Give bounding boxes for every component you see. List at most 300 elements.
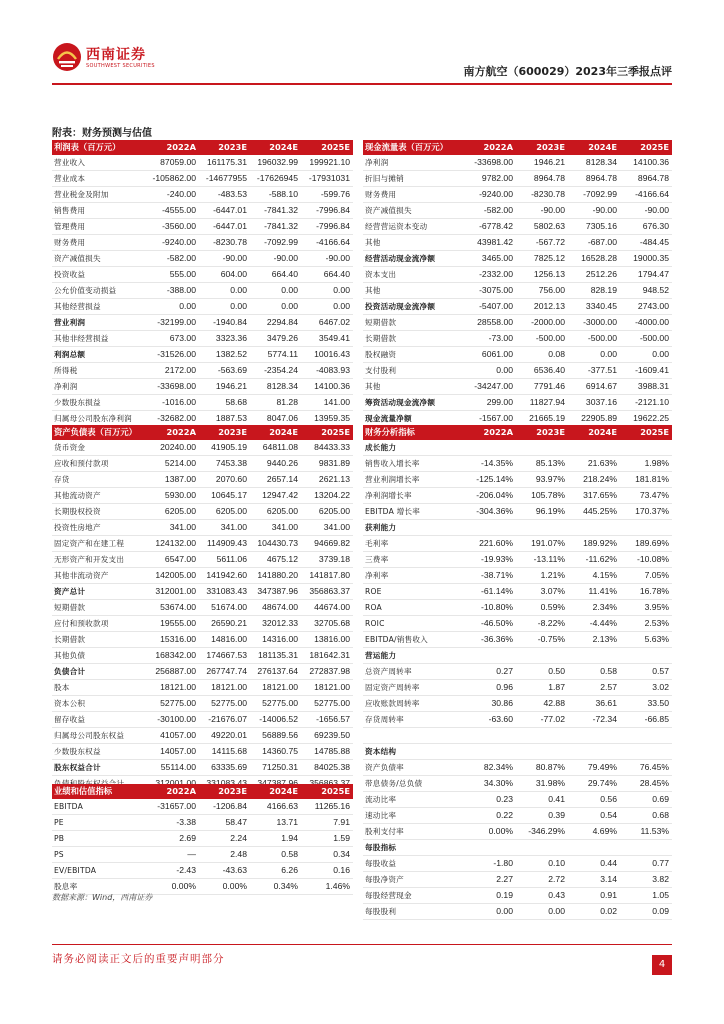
value-cell: 11827.94 [516,395,568,411]
page-number: 4 [652,955,672,975]
table-row [52,696,353,712]
table-header-row [52,140,353,155]
row-label: 销售收入增长率 [363,456,461,472]
value-cell: 14057.00 [144,744,199,760]
table-row [363,712,672,728]
value-cell: -7092.99 [250,235,301,251]
table-title-cell: 财务分析指标 [363,425,461,440]
value-cell: 174667.53 [199,648,250,664]
year-header-cell: 2022A [461,425,516,440]
row-label: 财务费用 [52,235,144,251]
row-label: 成长能力 [363,440,461,456]
value-cell: -32199.00 [144,315,199,331]
row-label: PB [52,831,144,847]
table-header-row [363,425,672,440]
value-cell: 11.41% [568,584,620,600]
value-cell: 34.30% [461,775,516,791]
value-cell: -36.36% [461,632,516,648]
value-cell: 4675.12 [250,552,301,568]
value-cell: -6447.01 [199,219,250,235]
table-row [52,536,353,552]
row-label: 其他流动资产 [52,488,144,504]
value-cell: 114909.43 [199,536,250,552]
value-cell: 5802.63 [516,219,568,235]
value-cell: -3.38 [144,815,199,831]
table-row [52,456,353,472]
value-cell [568,743,620,759]
value-cell: 21.63% [568,456,620,472]
value-cell: -582.00 [461,203,516,219]
row-label: 股权融资 [363,347,461,363]
row-label: 投资活动现金流净额 [363,299,461,315]
value-cell: 76.45% [620,759,672,775]
header-divider [52,83,672,85]
row-label: 归属母公司股东权益 [52,728,144,744]
row-label: 营业税金及附加 [52,187,144,203]
table-header-row [52,784,353,799]
value-cell: -6778.42 [461,219,516,235]
value-cell: 64811.08 [250,440,301,456]
table-row [363,520,672,536]
row-label: 股本 [52,680,144,696]
table-row [363,616,672,632]
value-cell: 141880.20 [250,568,301,584]
value-cell: 8128.34 [250,379,301,395]
value-cell: 199921.10 [301,155,353,171]
row-label: 经营活动现金流净额 [363,251,461,267]
value-cell: -3075.00 [461,283,516,299]
value-cell: 0.43 [516,887,568,903]
row-label: 带息债务/总负债 [363,775,461,791]
value-cell: 6205.00 [301,504,353,520]
table-row [52,283,353,299]
value-cell: 18121.00 [144,680,199,696]
table-row [363,299,672,315]
year-header-cell: 2025E [301,784,353,799]
value-cell: 0.00 [516,903,568,919]
value-cell: -2121.10 [620,395,672,411]
value-cell: 73.47% [620,488,672,504]
value-cell: 18121.00 [250,680,301,696]
row-label: 现金流量净额 [363,411,461,427]
value-cell: 19622.25 [620,411,672,427]
value-cell: -90.00 [250,251,301,267]
value-cell: 2.69 [144,831,199,847]
table-row [363,347,672,363]
row-label: EBITDA 增长率 [363,504,461,520]
value-cell: -8.22% [516,616,568,632]
value-cell: 13959.35 [301,411,353,427]
value-cell: 14100.36 [301,379,353,395]
table-row [52,363,353,379]
value-cell: 2294.84 [250,315,301,331]
value-cell: -7996.84 [301,219,353,235]
value-cell: — [144,847,199,863]
table-row [363,456,672,472]
value-cell: -4555.00 [144,203,199,219]
value-cell: 0.00 [199,299,250,315]
table-row [52,267,353,283]
value-cell: 53674.00 [144,600,199,616]
row-label: 所得税 [52,363,144,379]
value-cell: 0.96 [461,680,516,696]
value-cell: 276137.64 [250,664,301,680]
value-cell: 341.00 [301,520,353,536]
table-header-row [363,140,672,155]
row-label: 投资性房地产 [52,520,144,536]
table-row [363,680,672,696]
value-cell: 0.56 [568,791,620,807]
table-title-cell: 现金流量表（百万元） [363,140,461,155]
data-source-note: 数据来源：Wind，西南证券 [52,893,153,902]
value-cell: 0.00 [144,299,199,315]
value-cell: -14.35% [461,456,516,472]
table-row [363,235,672,251]
value-cell: 0.54 [568,807,620,823]
value-cell: 664.40 [250,267,301,283]
table-row [52,520,353,536]
value-cell: 5.63% [620,632,672,648]
row-label: 净利润增长率 [363,488,461,504]
value-cell: 18121.00 [301,680,353,696]
value-cell: -483.53 [199,187,250,203]
value-cell: -4000.00 [620,315,672,331]
table-row [363,855,672,871]
value-cell: -46.50% [461,616,516,632]
brand-subtitle: SOUTHWEST SECURITIES [86,63,155,69]
value-cell: 604.00 [199,267,250,283]
value-cell: 48674.00 [250,600,301,616]
year-header-cell: 2022A [461,140,516,155]
table-row [363,283,672,299]
year-header-cell: 2023E [199,140,250,155]
value-cell: 31.98% [516,775,568,791]
table-row [363,807,672,823]
table-row [52,799,353,815]
value-cell: -567.72 [516,235,568,251]
row-label: 资本公积 [52,696,144,712]
value-cell: -17931031 [301,171,353,187]
value-cell: 341.00 [199,520,250,536]
southwest-securities-logo-icon [52,42,82,72]
row-label: 留存收益 [52,712,144,728]
value-cell: -90.00 [620,203,672,219]
table-row [363,696,672,712]
value-cell: 29.74% [568,775,620,791]
value-cell: -8230.78 [516,187,568,203]
row-label: ROA [363,600,461,616]
table-row [52,847,353,863]
row-label: 长期借款 [52,632,144,648]
value-cell: 69239.50 [301,728,353,744]
brand-logo [52,42,162,76]
value-cell: -8230.78 [199,235,250,251]
value-cell: 8964.78 [516,171,568,187]
year-header-cell: 2024E [250,425,301,440]
row-label: 支付股利 [363,363,461,379]
table-row [363,823,672,839]
row-label: 营业成本 [52,171,144,187]
table-row [52,760,353,776]
row-label: 销售费用 [52,203,144,219]
value-cell: 0.00 [301,283,353,299]
row-label: 长期股权投资 [52,504,144,520]
value-cell: 0.68 [620,807,672,823]
table-row [363,871,672,887]
value-cell: 85.13% [516,456,568,472]
value-cell [568,648,620,664]
value-cell: 1.21% [516,568,568,584]
table-row [52,680,353,696]
table-row [363,187,672,203]
value-cell [568,728,620,743]
value-cell: 673.00 [144,331,199,347]
value-cell: 2512.26 [568,267,620,283]
value-cell: 55114.00 [144,760,199,776]
table-row [52,488,353,504]
table-row [52,744,353,760]
value-cell: 6547.00 [144,552,199,568]
table-row [52,171,353,187]
value-cell: 1.59 [301,831,353,847]
value-cell: 196032.99 [250,155,301,171]
table-row [52,552,353,568]
value-cell: -19.93% [461,552,516,568]
value-cell: 3323.36 [199,331,250,347]
table-row [363,728,672,743]
row-label: 其他经营损益 [52,299,144,315]
value-cell: 6205.00 [199,504,250,520]
value-cell: 104430.73 [250,536,301,552]
table-row [363,568,672,584]
value-cell: -3000.00 [568,315,620,331]
value-cell: 81.28 [250,395,301,411]
value-cell: 347387.96 [250,584,301,600]
row-label: 营运能力 [363,648,461,664]
row-label: 速动比率 [363,807,461,823]
table-row [52,815,353,831]
row-label: 股东权益合计 [52,760,144,776]
value-cell: 33.50 [620,696,672,712]
table-row [52,712,353,728]
value-cell: 12947.42 [250,488,301,504]
value-cell: 2012.13 [516,299,568,315]
value-cell: 1.05 [620,887,672,903]
cashflow-statement-table [363,140,672,427]
row-label: 财务费用 [363,187,461,203]
value-cell: 331083.43 [199,584,250,600]
year-header-cell: 2023E [516,425,568,440]
value-cell: -500.00 [620,331,672,347]
value-cell: 7453.38 [199,456,250,472]
value-cell: 3549.41 [301,331,353,347]
value-cell: -90.00 [568,203,620,219]
value-cell: 7.05% [620,568,672,584]
value-cell: 1256.13 [516,267,568,283]
year-header-cell: 2023E [199,784,250,799]
value-cell: 4166.63 [250,799,301,815]
row-label: 资产减值损失 [363,203,461,219]
value-cell: 79.49% [568,759,620,775]
value-cell [620,728,672,743]
row-label: 存货周转率 [363,712,461,728]
value-cell: 3037.16 [568,395,620,411]
value-cell: -582.00 [144,251,199,267]
value-cell: -2.43 [144,863,199,879]
value-cell: 445.25% [568,504,620,520]
year-header-cell: 2023E [199,425,250,440]
value-cell: 63335.69 [199,760,250,776]
value-cell: 1387.00 [144,472,199,488]
value-cell: -4166.64 [301,235,353,251]
value-cell: 2.27 [461,871,516,887]
row-label: 总资产周转率 [363,664,461,680]
value-cell: 267747.74 [199,664,250,680]
row-label: 净利润 [363,155,461,171]
year-header-cell: 2025E [620,140,672,155]
table-row [52,347,353,363]
value-cell [461,743,516,759]
value-cell: -33698.00 [461,155,516,171]
table-row [363,775,672,791]
value-cell: 3340.45 [568,299,620,315]
value-cell [620,743,672,759]
value-cell: 10016.43 [301,347,353,363]
value-cell: 44674.00 [301,600,353,616]
value-cell: -0.75% [516,632,568,648]
row-label: 存货 [52,472,144,488]
value-cell: 0.59% [516,600,568,616]
value-cell: -588.10 [250,187,301,203]
year-header-cell: 2024E [250,784,301,799]
value-cell: 0.39 [516,807,568,823]
row-label: PS [52,847,144,863]
value-cell: 3988.31 [620,379,672,395]
value-cell: -1016.00 [144,395,199,411]
value-cell: 312001.00 [144,584,199,600]
value-cell: 191.07% [516,536,568,552]
value-cell: 8047.06 [250,411,301,427]
value-cell: 2172.00 [144,363,199,379]
value-cell: -9240.00 [461,187,516,203]
row-label: 每股收益 [363,855,461,871]
value-cell: 93.97% [516,472,568,488]
value-cell: 2743.00 [620,299,672,315]
value-cell: 16.78% [620,584,672,600]
value-cell [620,440,672,456]
value-cell: 1.46% [301,879,353,895]
value-cell: 11265.16 [301,799,353,815]
table-row [363,363,672,379]
value-cell: -32682.00 [144,411,199,427]
row-label: 应收账款周转率 [363,696,461,712]
value-cell: 6061.00 [461,347,516,363]
row-label: 其他 [363,235,461,251]
row-label: ROE [363,584,461,600]
value-cell: 3.14 [568,871,620,887]
value-cell: -500.00 [516,331,568,347]
row-label: 每股净资产 [363,871,461,887]
year-header-cell: 2024E [568,425,620,440]
table-row [52,504,353,520]
value-cell [568,520,620,536]
value-cell: -500.00 [568,331,620,347]
table-row [363,267,672,283]
row-label: 归属母公司股东净利润 [52,411,144,427]
value-cell: -17626945 [250,171,301,187]
value-cell [516,520,568,536]
value-cell: 0.00 [199,283,250,299]
value-cell: 0.44 [568,855,620,871]
value-cell: 341.00 [250,520,301,536]
value-cell: 0.50 [516,664,568,680]
value-cell: 7305.16 [568,219,620,235]
value-cell: -9240.00 [144,235,199,251]
row-label: 无形资产和开发支出 [52,552,144,568]
table-row [52,331,353,347]
value-cell: 0.09 [620,903,672,919]
value-cell: 4.15% [568,568,620,584]
value-cell: 105.78% [516,488,568,504]
row-label: 投资收益 [52,267,144,283]
value-cell: 80.87% [516,759,568,775]
footer-divider [52,944,672,945]
value-cell: 0.16 [301,863,353,879]
table-row [363,331,672,347]
row-label: 股息率 [52,879,144,895]
row-label: 资本结构 [363,743,461,759]
value-cell: 0.22 [461,807,516,823]
value-cell: 1.94 [250,831,301,847]
table-row [52,600,353,616]
value-cell: -31526.00 [144,347,199,363]
value-cell: -1567.00 [461,411,516,427]
value-cell: 3465.00 [461,251,516,267]
value-cell: 9831.89 [301,456,353,472]
value-cell: 3739.18 [301,552,353,568]
value-cell: 1946.21 [199,379,250,395]
value-cell: 18121.00 [199,680,250,696]
value-cell: 1946.21 [516,155,568,171]
row-label: 其他非经营损益 [52,331,144,347]
value-cell: 14316.00 [250,632,301,648]
table-row [52,616,353,632]
table-row [363,632,672,648]
table-row [52,632,353,648]
year-header-cell: 2024E [568,140,620,155]
value-cell: 22905.89 [568,411,620,427]
value-cell: -1206.84 [199,799,250,815]
value-cell: -240.00 [144,187,199,203]
row-label: 资产减值损失 [52,251,144,267]
value-cell: 1887.53 [199,411,250,427]
value-cell: -21676.07 [199,712,250,728]
value-cell: 299.00 [461,395,516,411]
value-cell: 1.87 [516,680,568,696]
table-row [363,488,672,504]
value-cell: 0.91 [568,887,620,903]
value-cell: 9440.26 [250,456,301,472]
table-row [363,887,672,903]
value-cell: 2621.13 [301,472,353,488]
value-cell: 36.61 [568,696,620,712]
row-label: PE [52,815,144,831]
report-title: 南方航空（600029）2023年三季报点评 [463,65,672,78]
valuation-table [52,784,353,895]
appendix-title: 附表：财务预测与估值 [52,128,152,139]
value-cell: 13816.00 [301,632,353,648]
table-header-row [52,425,353,440]
